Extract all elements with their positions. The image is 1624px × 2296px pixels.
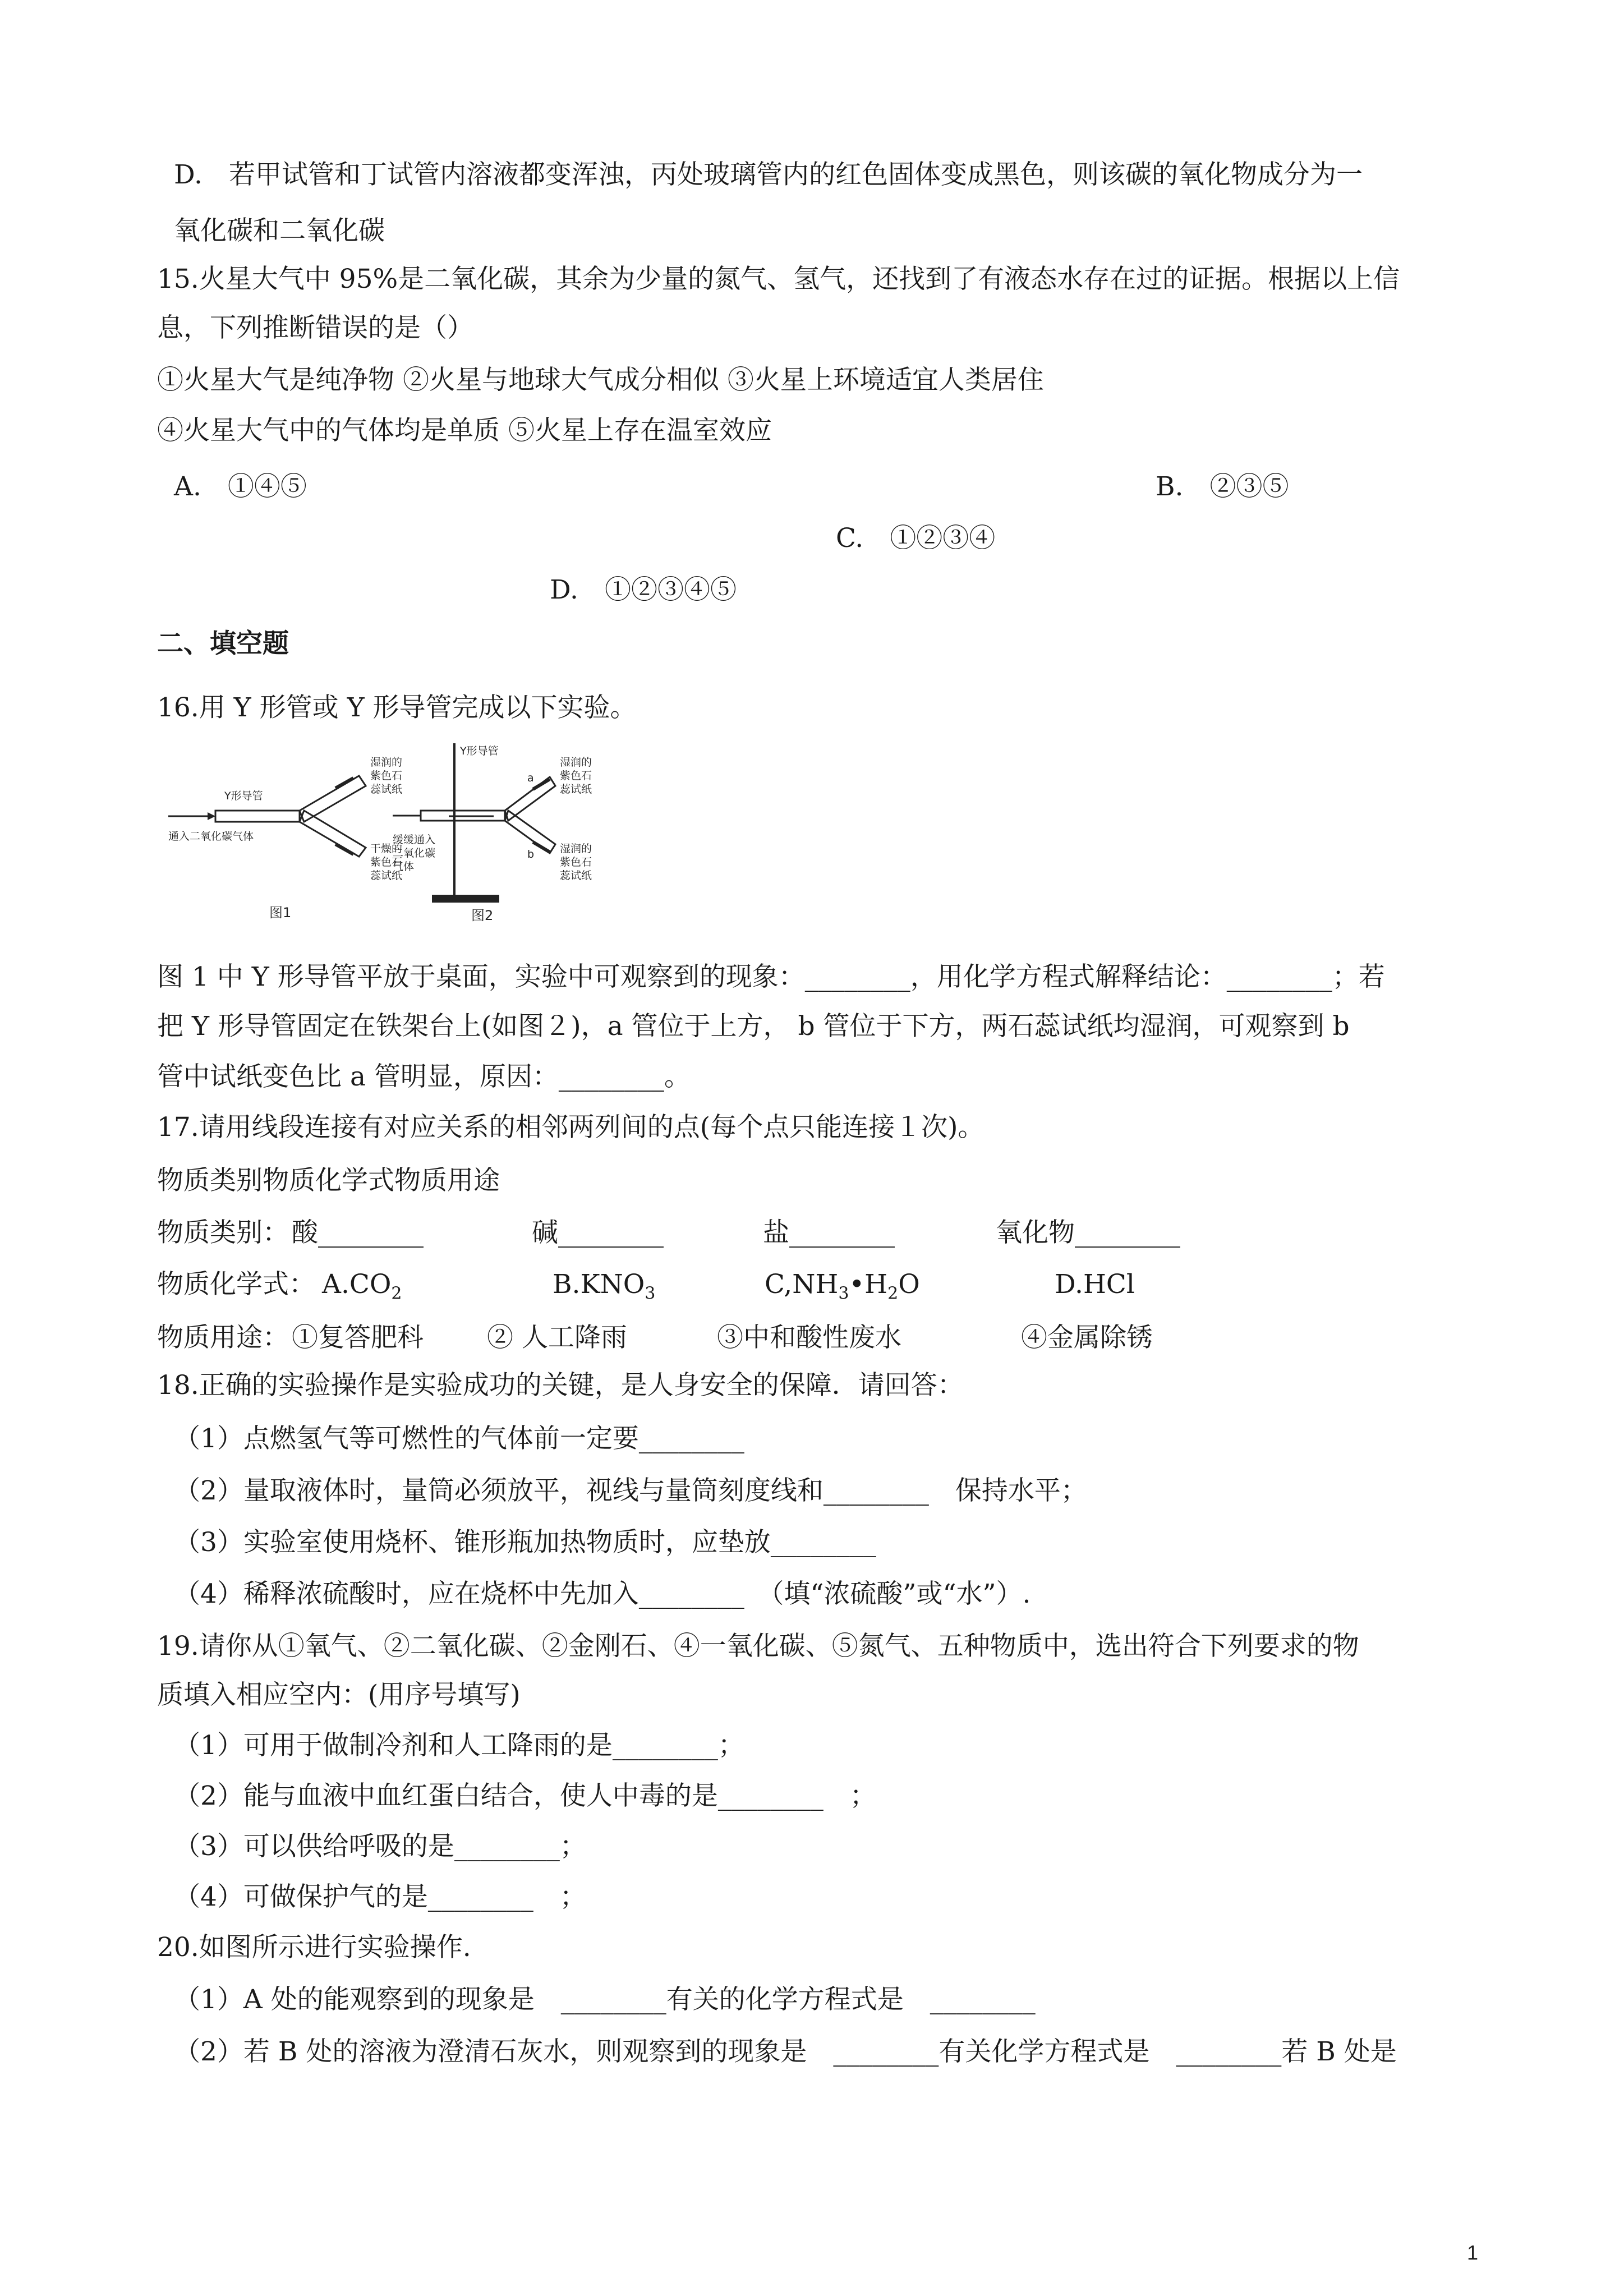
q18-sub-1: （1）点燃氢气等可燃性的气体前一定要________ [174, 1423, 744, 1454]
q17-use-label: 物质用途： [157, 1322, 289, 1353]
fig1-gas-label: 通入二氧化碳气体 [168, 830, 254, 843]
q17-use-2: ② 人工降雨 [487, 1322, 627, 1353]
q20-sub-1: （1）A 处的能观察到的现象是 ________有关的化学方程式是 ________ [174, 1984, 1036, 2015]
q17-formula-c [765, 1268, 920, 1310]
fig1-wet-label-3: 蕊试纸 [370, 783, 403, 795]
q15-items-line1: ①火星大气是纯净物 ②火星与地球大气成分相似 ③火星上环境适宜人类居住 [157, 365, 1044, 395]
section-title: 二、填空题 [157, 628, 289, 659]
q17-formula-a [322, 1268, 402, 1310]
y-tube-lower-branch-icon [300, 811, 366, 857]
fig2-wet-label-3: 蕊试纸 [560, 783, 592, 795]
fig1-dry-label-2: 紫色石 [370, 856, 403, 868]
formula-c-sub: 3 [838, 1283, 849, 1304]
fig2-gas-label-3: 气体 [393, 861, 415, 873]
q16-text-line2: 把 Y 形导管固定在铁架台上(如图２)，a 管位于上方， b 管位于下方，两石蕊试纸均湿润，可观察到 b [157, 1011, 1350, 1042]
q19-stem-line1: 19.请你从①氧气、②二氧化碳、②金刚石、④一氧化碳、⑤氮气、五种物质中，选出符合下列要求的物 [157, 1631, 1359, 1662]
arrow-head-icon [208, 812, 215, 820]
fig2-wet2-label-3: 蕊试纸 [560, 869, 592, 882]
litmus-b-icon [533, 842, 550, 852]
q19-sub-3: （3）可以供给呼吸的是________； [174, 1831, 586, 1862]
q17-category-label: 物质类别： [157, 1217, 289, 1248]
q18-sub-3: （3）实验室使用烧杯、锥形瓶加热物质时，应垫放________ [174, 1527, 876, 1558]
q14-option-d-line1: D. 若甲试管和丁试管内溶液都变浑浊，丙处玻璃管内的红色固体变成黑色，则该碳的氧化物成分为一 [174, 159, 1363, 190]
q15-option-a: A. ①④⑤ [174, 471, 307, 502]
q15-option-d: D. ①②③④⑤ [550, 574, 737, 605]
q17-stem: 17.请用线段连接有对应关系的相邻两列间的点(每个点只能连接１次)。 [157, 1112, 984, 1143]
fig1-dry-label-1: 干燥的 [370, 843, 403, 855]
fig2-caption: 图2 [471, 908, 494, 923]
fig2-wet2-label-2: 紫色石 [560, 856, 592, 868]
q19-sub-2: （2）能与血液中血红蛋白结合，使人中毒的是________ ； [174, 1780, 876, 1811]
fig2-label-a: a [527, 772, 534, 784]
q17-use-1: ①复答肥科 [292, 1322, 424, 1353]
figure-1 [168, 756, 402, 921]
q19-sub-4: （4）可做保护气的是________ ； [174, 1881, 586, 1912]
q17-header: 物质类别物质化学式物质用途 [157, 1165, 500, 1196]
q16-figure [157, 732, 617, 940]
formula-c-post: O [898, 1269, 920, 1300]
dry-litmus-strip-icon [335, 844, 353, 854]
formula-b-sub: 3 [645, 1283, 656, 1304]
q17-category-acid: 酸________ [292, 1217, 424, 1248]
fig2-gas-label-2: 二氧化碳 [393, 847, 436, 859]
formula-b-text: B.KNO [553, 1269, 645, 1300]
q16-text-line3: 管中试纸变色比 a 管明显，原因：________。 [157, 1061, 691, 1092]
formula-a-sub: 2 [391, 1283, 402, 1304]
q17-formula-b [553, 1268, 655, 1310]
wet-litmus-strip-icon [335, 778, 353, 788]
q14-option-d-line2: 氧化碳和二氧化碳 [174, 215, 385, 246]
fig2-gas-label-1: 缓缓通入 [393, 834, 436, 846]
litmus-a-icon [533, 779, 550, 789]
q18-sub-2: （2）量取液体时，量筒必须放平，视线与量筒刻度线和________ 保持水平； [174, 1475, 1087, 1506]
fig2-label-b: b [527, 848, 535, 861]
q15-items-line2: ④火星大气中的气体均是单质 ⑤火星上存在温室效应 [157, 415, 772, 446]
q18-sub-4: （4）稀释浓硫酸时，应在烧杯中先加入________ （填“浓硫酸”或“水”）. [174, 1579, 1031, 1609]
q17-use-3: ③中和酸性废水 [717, 1322, 901, 1353]
q17-category-base: 碱________ [532, 1217, 664, 1248]
q15-option-b: B. ②③⑤ [1156, 471, 1289, 502]
formula-c-sub2: 2 [887, 1283, 899, 1304]
q20-stem: 20.如图所示进行实验操作. [157, 1932, 471, 1963]
iron-stand-base-icon [432, 895, 499, 903]
fig2-wet-label-1: 湿润的 [560, 756, 592, 769]
q17-category-salt: 盐________ [763, 1217, 895, 1248]
q19-stem-line2: 质填入相应空内：(用序号填写) [157, 1680, 521, 1710]
q15-stem-line2: 息，下列推断错误的是（） [157, 312, 473, 343]
fig1-tube-label: Y形导管 [224, 790, 263, 802]
q17-formula-d: D.HCl [1055, 1269, 1135, 1300]
q19-sub-1: （1）可用于做制冷剂和人工降雨的是________； [174, 1730, 744, 1761]
fig1-caption: 图1 [269, 905, 292, 921]
q20-sub-2: （2）若 B 处的溶液为澄清石灰水，则观察到的现象是 ________有关化学方程式是 ________若 B 处是 [174, 2036, 1397, 2067]
q15-stem-line1: 15.火星大气中 95%是二氧化碳，其余为少量的氮气、氢气，还找到了有液态水存在过的证据。根据以上信 [157, 264, 1400, 295]
page-number: 1 [1466, 2241, 1478, 2264]
figure-2 [393, 743, 592, 923]
q17-use-4: ④金属除锈 [1021, 1322, 1153, 1353]
fig2-wet-label-2: 紫色石 [560, 770, 592, 782]
q17-category-oxide: 氧化物________ [996, 1217, 1180, 1248]
fig1-dry-label-3: 蕊试纸 [370, 869, 403, 882]
formula-a-text: A.CO [322, 1269, 392, 1300]
q17-formula-label: 物质化学式： [157, 1269, 315, 1300]
formula-c-text: C,NH [765, 1269, 839, 1300]
fig2-tube-label: Y形导管 [460, 745, 499, 757]
q15-option-c: C. ①②③④ [836, 523, 996, 554]
q18-stem: 18.正确的实验操作是实验成功的关键，是人身安全的保障．请回答： [157, 1370, 964, 1401]
q16-text-line1: 图 1 中 Y 形导管平放于桌面，实验中可观察到的现象：________，用化学方程式解释结论：________；若 [157, 961, 1385, 992]
fig2-wet2-label-1: 湿润的 [560, 843, 592, 855]
formula-c-mid: •H [849, 1269, 888, 1300]
fig1-wet-label-2: 紫色石 [370, 770, 403, 782]
fig1-wet-label-1: 湿润的 [370, 756, 403, 769]
q16-stem: 16.用 Y 形管或 Y 形导管完成以下实验。 [157, 692, 637, 723]
y-tube-stem-icon [215, 811, 300, 822]
y-tube-upper-branch-icon [300, 776, 366, 822]
